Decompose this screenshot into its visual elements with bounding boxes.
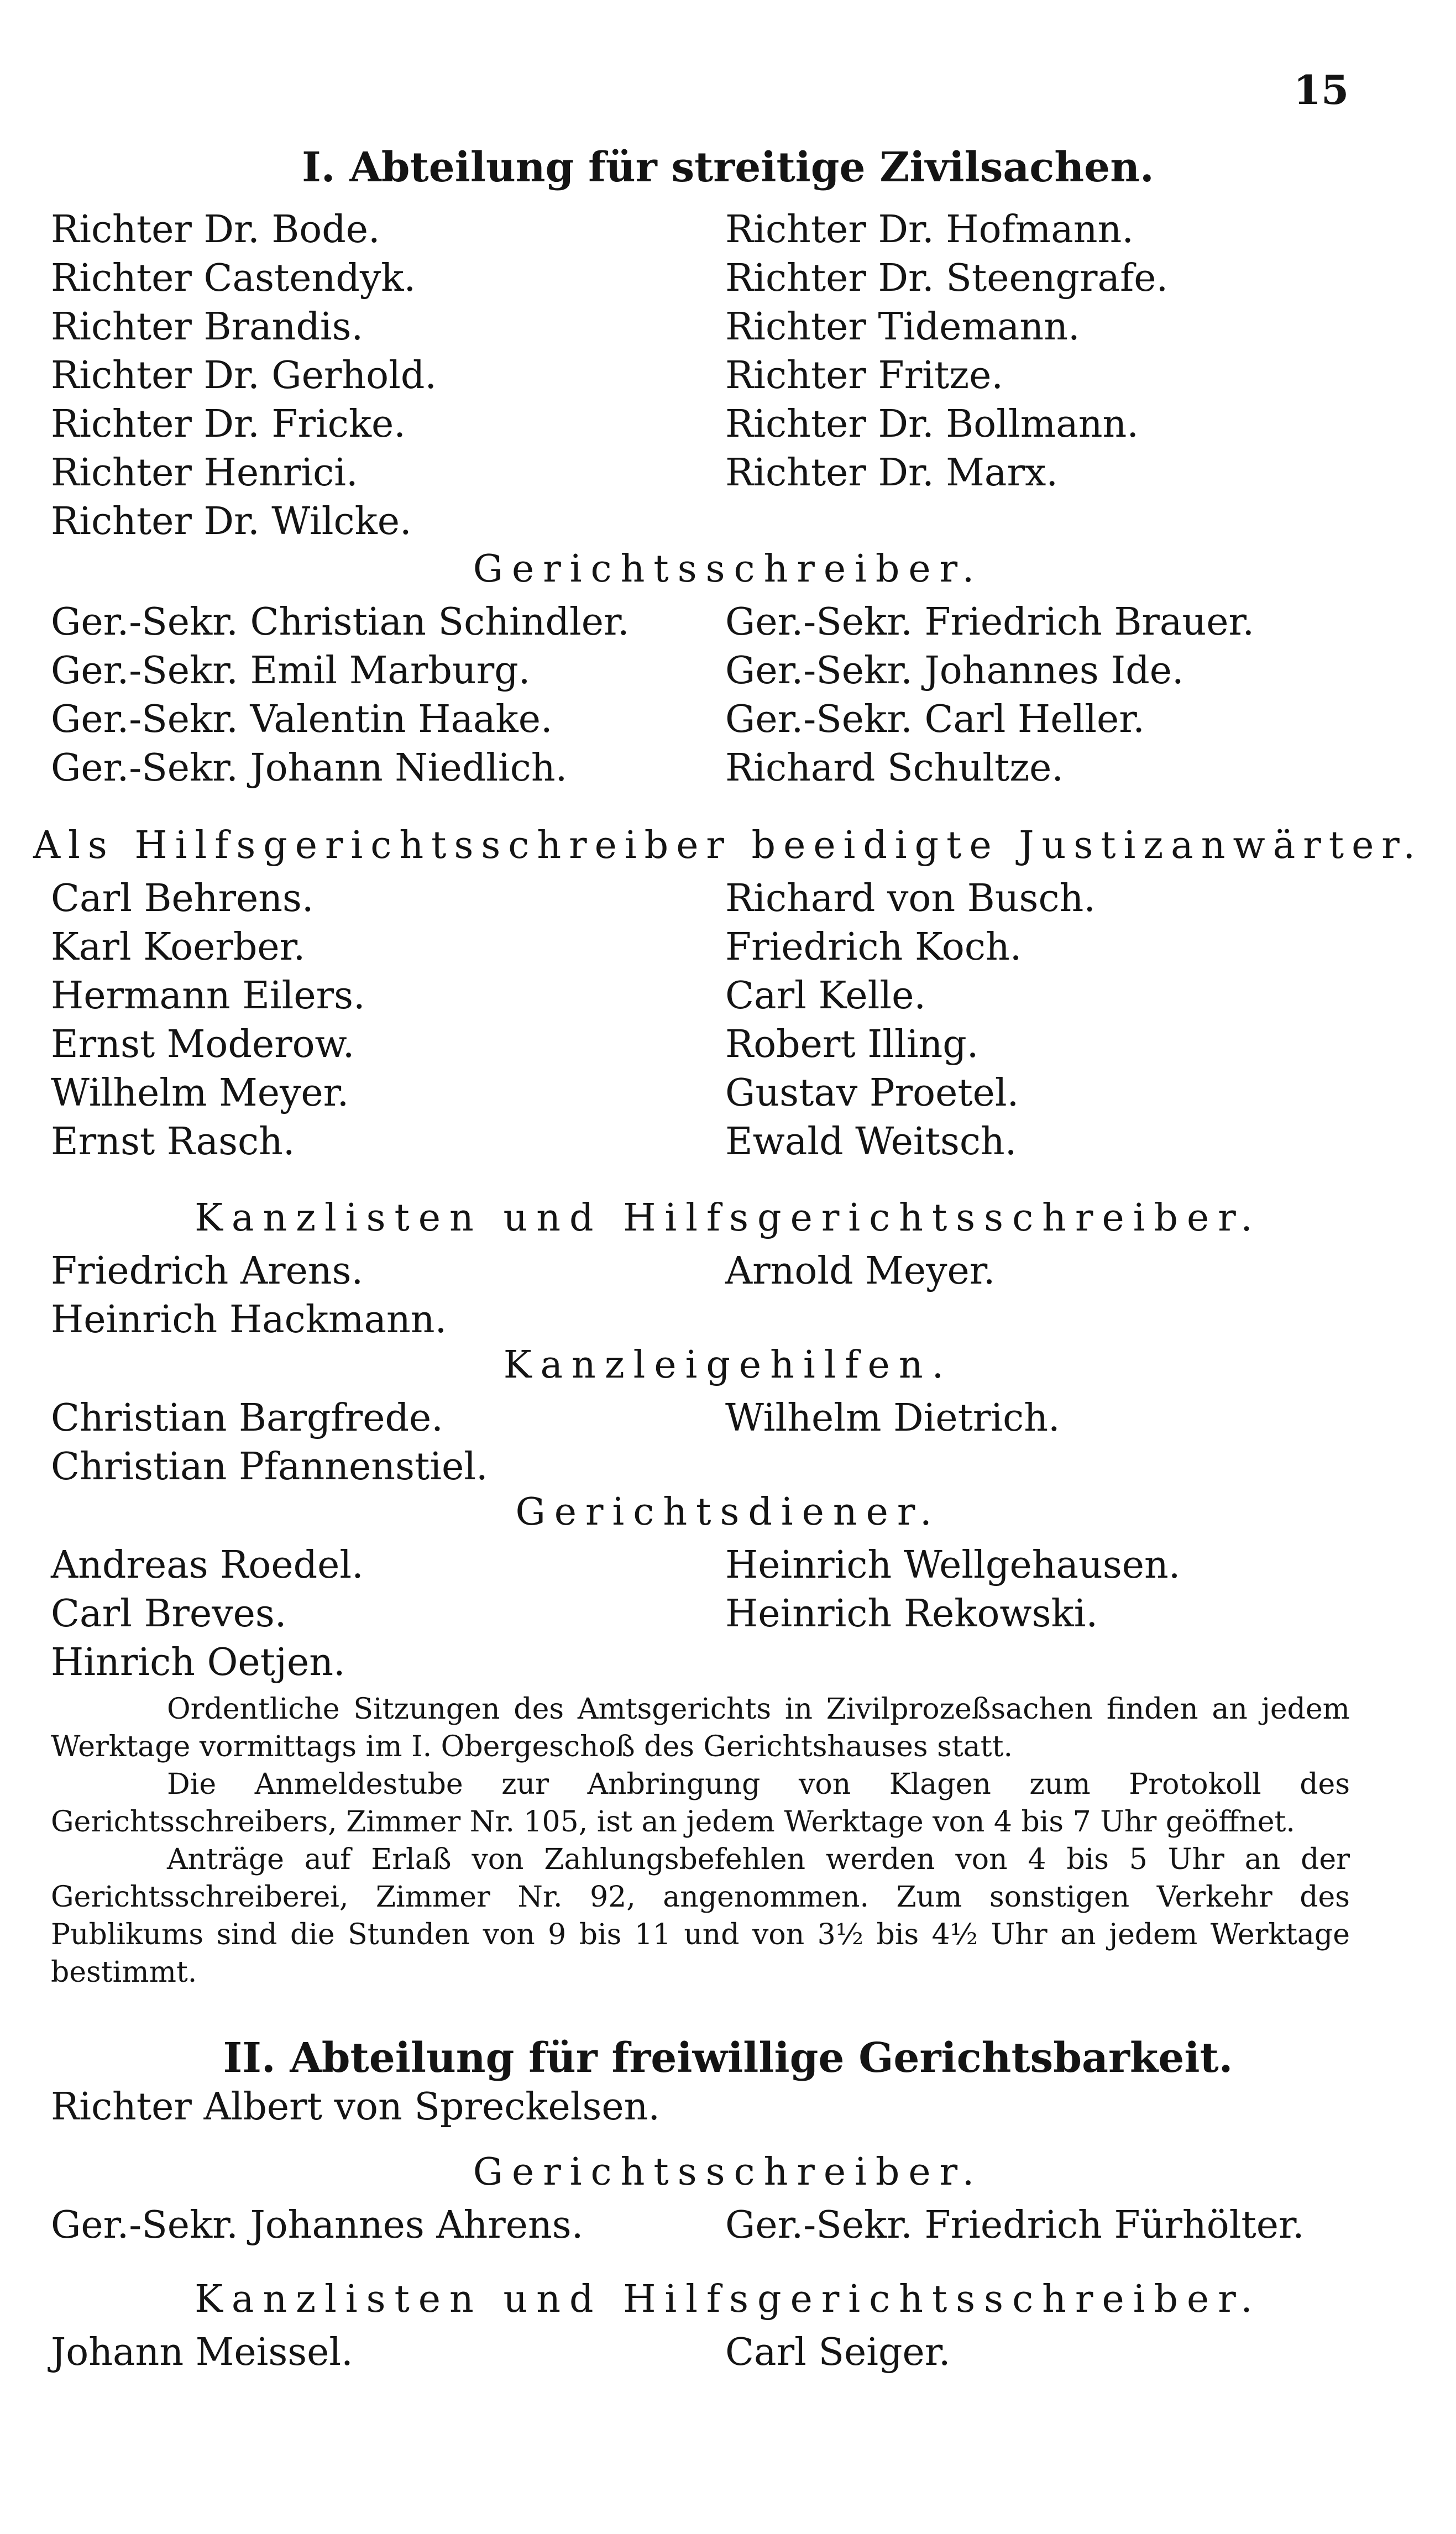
judge-entry: Richter Dr. Steengrafe. (725, 256, 1169, 300)
kanzlist-entry: Friedrich Arens. (51, 1249, 364, 1293)
gerichtsdiener-right-list (725, 1541, 1180, 1638)
diener-entry: Heinrich Wellgehausen. (725, 1543, 1181, 1587)
diener-entry: Carl Breves. (51, 1592, 287, 1636)
section-2-clerk-left (51, 2201, 583, 2250)
diener-entry: Andreas Roedel. (51, 1543, 364, 1587)
assistant-clerks-right-list (725, 875, 1096, 1166)
clerk-entry: Ger.-Sekr. Valentin Haake. (51, 698, 553, 741)
section-2-clerk-right (725, 2201, 1305, 2250)
court-hours-notice (51, 1690, 1350, 1991)
assistant-clerk-entry: Hermann Eilers. (51, 974, 365, 1018)
clerk-entry: Ger.-Sekr. Johannes Ahrens. (51, 2203, 584, 2247)
assistant-clerks-left-list (51, 875, 365, 1166)
assistant-clerk-entry: Wilhelm Meyer. (51, 1071, 349, 1115)
kanzlisten-right-list (725, 1247, 995, 1296)
judge-entry: Richter Dr. Bode. (51, 208, 380, 252)
judges-left-list (51, 206, 437, 546)
clerk-entry: Ger.-Sekr. Friedrich Brauer. (725, 600, 1255, 644)
assistant-clerk-entry: Ernst Rasch. (51, 1120, 295, 1164)
diener-entry: Heinrich Rekowski. (725, 1592, 1098, 1636)
assistant-clerk-entry: Friedrich Koch. (725, 925, 1022, 969)
gehilfe-entry: Christian Pfannenstiel. (51, 1445, 488, 1489)
section-2-kanzlisten-heading: Kanzlisten und Hilfsgerichtsschreiber. (195, 2278, 1261, 2321)
judge-entry: Richter Dr. Marx. (725, 451, 1058, 495)
judge-entry: Richter Dr. Bollmann. (725, 402, 1139, 446)
section-2-judge (51, 2083, 660, 2132)
kanzleigehilfen-left-list (51, 1394, 488, 1491)
assistant-clerks-heading: Als Hilfsgerichtsschreiber beeidigte Justizanwärter. (33, 824, 1423, 867)
kanzlist-entry: Carl Seiger. (725, 2331, 951, 2374)
gerichtsdiener-heading: Gerichtsdiener. (515, 1490, 941, 1534)
section-2-title: II. Abteilung für freiwillige Gerichtsbarkeit. (223, 2034, 1233, 2082)
judge-entry: Richter Dr. Fricke. (51, 402, 406, 446)
assistant-clerk-entry: Carl Kelle. (725, 974, 926, 1018)
clerk-entry: Richard Schultze. (725, 746, 1064, 790)
section-2-kanzlist-right (725, 2328, 950, 2377)
section-2-clerks-heading: Gerichtsschreiber. (473, 2150, 983, 2194)
clerks-heading: Gerichtsschreiber. (473, 547, 983, 591)
judges-right-list (725, 206, 1168, 498)
judge-entry: Richter Brandis. (51, 305, 364, 349)
gerichtsdiener-left-list (51, 1541, 364, 1687)
judge-entry: Richter Tidemann. (725, 305, 1080, 349)
judge-entry: Richter Fritze. (725, 354, 1003, 397)
kanzlisten-heading: Kanzlisten und Hilfsgerichtsschreiber. (195, 1196, 1261, 1240)
section-2-kanzlist-left (51, 2328, 353, 2377)
assistant-clerk-entry: Robert Illing. (725, 1023, 979, 1066)
clerks-right-list (725, 598, 1254, 793)
judge-entry: Richter Henrici. (51, 451, 358, 495)
notice-paragraph: Die Anmeldestube zur Anbringung von Klagen zum Protokoll des Gerichtsschreibers, Zimmer Nr. 105, ist an jedem Werktage von 4 bis 7 Uhr geöffnet. (51, 1768, 1350, 1839)
kanzlist-entry: Johann Meissel. (51, 2331, 353, 2374)
kanzleigehilfen-heading: Kanzleigehilfen. (503, 1343, 953, 1387)
judge-entry: Richter Albert von Spreckelsen. (51, 2085, 661, 2129)
gehilfe-entry: Christian Bargfrede. (51, 1396, 443, 1440)
clerk-entry: Ger.-Sekr. Johann Niedlich. (51, 746, 568, 790)
clerks-left-list (51, 598, 630, 793)
clerk-entry: Ger.-Sekr. Carl Heller. (725, 698, 1145, 741)
judge-entry: Richter Castendyk. (51, 256, 416, 300)
assistant-clerk-entry: Richard von Busch. (725, 877, 1096, 920)
notice-paragraph: Ordentliche Sitzungen des Amtsgerichts in Zivilprozeßsachen finden an jedem Werktage vormittags im I. Obergeschoß des Gerichtshauses statt. (51, 1693, 1350, 1763)
assistant-clerk-entry: Carl Behrens. (51, 877, 314, 920)
judge-entry: Richter Dr. Hofmann. (725, 208, 1134, 252)
kanzlisten-left-list (51, 1247, 447, 1344)
clerk-entry: Ger.-Sekr. Friedrich Fürhölter. (725, 2203, 1305, 2247)
section-1-title: I. Abteilung für streitige Zivilsachen. (302, 144, 1154, 191)
page-number: 15 (1293, 66, 1349, 113)
gehilfe-entry: Wilhelm Dietrich. (725, 1396, 1060, 1440)
diener-entry: Hinrich Oetjen. (51, 1641, 345, 1684)
judge-entry: Richter Dr. Gerhold. (51, 354, 437, 397)
assistant-clerk-entry: Ernst Moderow. (51, 1023, 355, 1066)
clerk-entry: Ger.-Sekr. Johannes Ide. (725, 649, 1184, 693)
clerk-entry: Ger.-Sekr. Emil Marburg. (51, 649, 531, 693)
kanzleigehilfen-right-list (725, 1394, 1060, 1443)
assistant-clerk-entry: Karl Koerber. (51, 925, 306, 969)
assistant-clerk-entry: Ewald Weitsch. (725, 1120, 1017, 1164)
kanzlist-entry: Arnold Meyer. (725, 1249, 996, 1293)
judge-entry: Richter Dr. Wilcke. (51, 500, 412, 543)
clerk-entry: Ger.-Sekr. Christian Schindler. (51, 600, 630, 644)
assistant-clerk-entry: Gustav Proetel. (725, 1071, 1019, 1115)
notice-paragraph: Anträge auf Erlaß von Zahlungsbefehlen werden von 4 bis 5 Uhr an der Gerichtsschreiberei, Zimmer Nr. 92, angenommen. Zum sonstigen Verkehr des Publikums sind die Stunden von 9 bis 11 und von 3½ bis 4½ Uhr an jedem Werktage bestimmt. (51, 1843, 1350, 1989)
kanzlist-entry: Heinrich Hackmann. (51, 1298, 447, 1342)
